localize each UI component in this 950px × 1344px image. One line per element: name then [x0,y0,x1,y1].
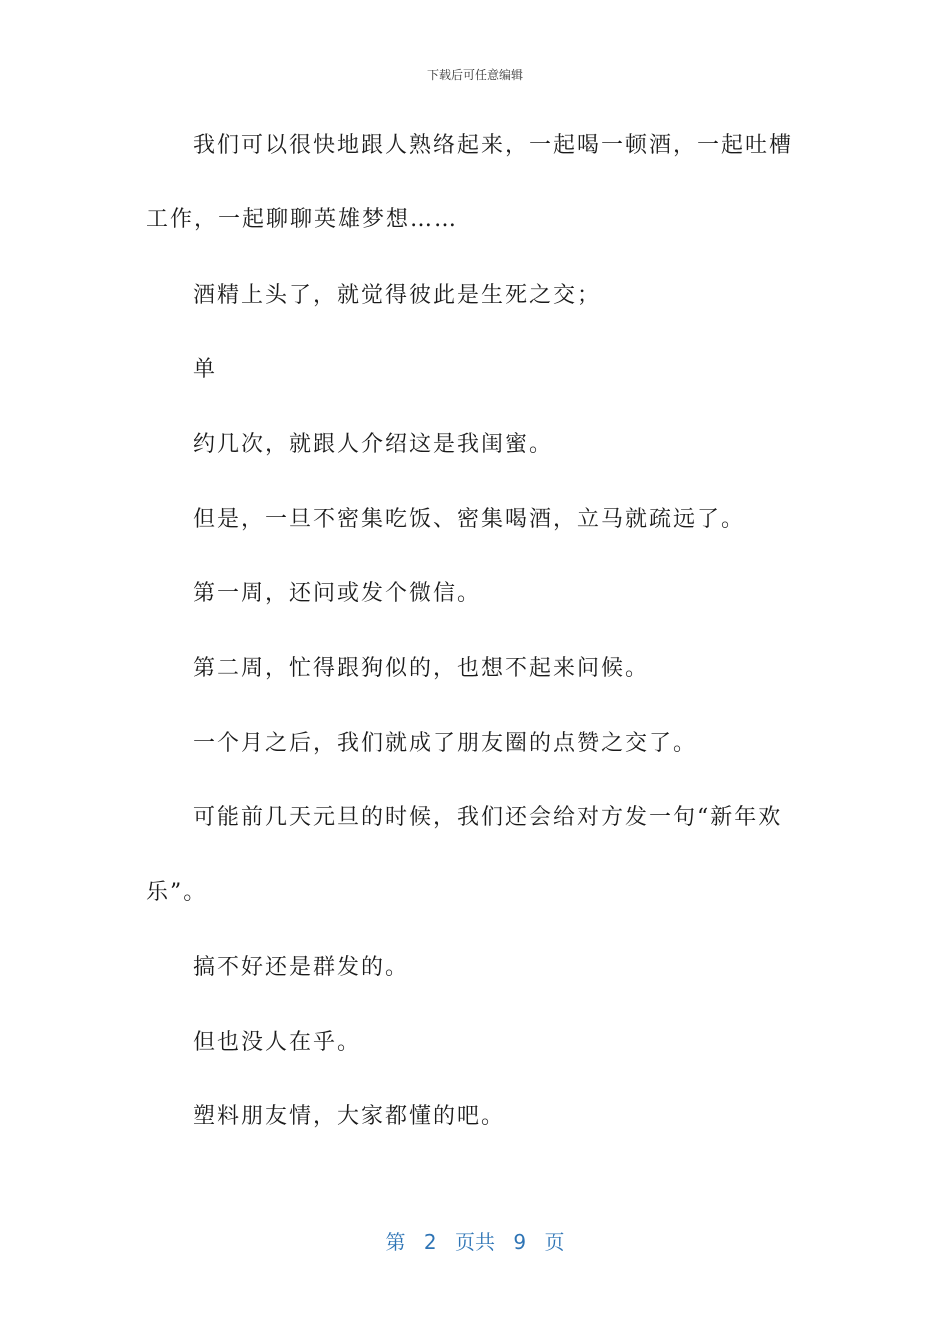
paragraph-line-14: 塑料朋友情，大家都懂的吧。 [193,1104,506,1129]
paragraph-line-8: 第二周，忙得跟狗似的，也想不起来问候。 [193,656,650,681]
footer-suffix: 页 [544,1230,565,1254]
footer-total-pages: 9 [513,1230,527,1254]
footer-middle: 页共 [455,1230,495,1254]
paragraph-line-6: 但是，一旦不密集吃饭、密集喝酒，立马就疏远了。 [193,507,746,532]
paragraph-line-7: 第一周，还问或发个微信。 [193,581,482,606]
footer-prefix: 第 [385,1230,406,1254]
paragraph-line-1: 我们可以很快地跟人熟络起来，一起喝一顿酒，一起吐槽 [193,133,794,158]
page-footer [0,1226,950,1255]
paragraph-line-5: 约几次，就跟人介绍这是我闺蜜。 [193,432,554,457]
paragraph-line-3: 酒精上头了，就觉得彼此是生死之交； [193,283,602,308]
paragraph-line-12: 搞不好还是群发的。 [193,955,410,980]
footer-page-number: 2 [423,1230,437,1254]
paragraph-line-11: 乐”。 [146,880,208,905]
paragraph-line-9: 一个月之后，我们就成了朋友圈的点赞之交了。 [193,731,698,756]
paragraph-line-4: 单 [193,357,218,382]
paragraph-line-10: 可能前几天元旦的时候，我们还会给对方发一句“新年欢 [193,805,783,830]
paragraph-line-2: 工作，一起聊聊英雄梦想…… [146,207,459,232]
paragraph-line-13: 但也没人在乎。 [193,1030,362,1055]
page-header: 下载后可任意编辑 [426,68,523,82]
